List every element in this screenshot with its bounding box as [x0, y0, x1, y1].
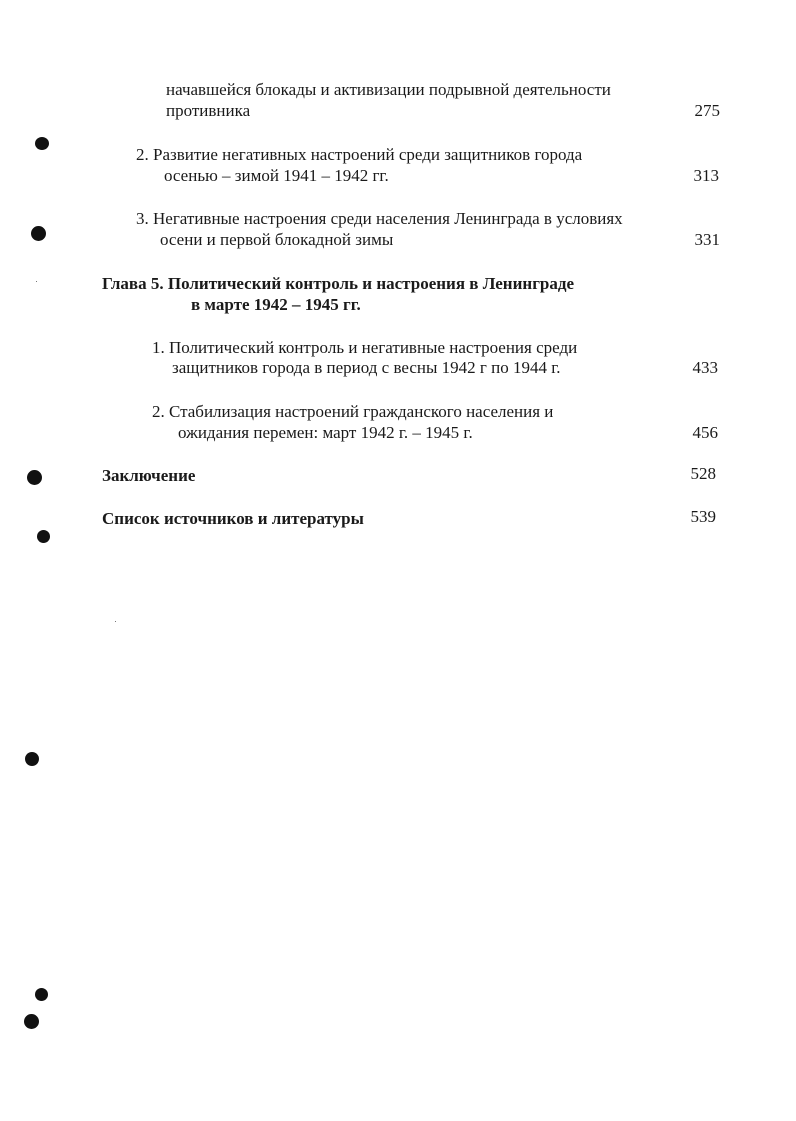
toc-entry-line: 2. Стабилизация настроений гражданского населения и [152, 402, 554, 421]
toc-page-number: 539 [690, 507, 716, 526]
chapter-title: в марте 1942 – 1945 гг. [191, 295, 361, 314]
chapter-title: Глава 5. Политический контроль и настроения в Ленинграде [102, 274, 575, 293]
binder-hole-mark [27, 470, 42, 485]
binder-hole-mark [37, 530, 50, 543]
toc-entry-line: осени и первой блокадной зимы [160, 230, 394, 249]
toc-page-number: 313 [693, 166, 719, 185]
bibliography-title: Список источников и литературы [102, 509, 364, 528]
toc-entry-line: 3. Негативные настроения среди населения Ленинграда в условиях [136, 209, 623, 228]
toc-entry-line: начавшейся блокады и активизации подрывной деятельности [166, 80, 611, 99]
scan-speck [115, 621, 116, 622]
binder-hole-mark [31, 226, 46, 241]
binder-hole-mark [24, 1014, 39, 1029]
toc-page-number: 331 [694, 230, 720, 249]
scan-speck [36, 281, 37, 282]
binder-hole-mark [35, 988, 48, 1001]
toc-entry-line: защитников города в период с весны 1942 г по 1944 г. [172, 358, 561, 377]
toc-page-number: 433 [692, 358, 718, 377]
toc-entry-line: противника [166, 101, 251, 120]
conclusion-title: Заключение [102, 466, 196, 485]
toc-entry-line: ожидания перемен: март 1942 г. – 1945 г. [178, 423, 473, 442]
toc-entry-line: осенью – зимой 1941 – 1942 гг. [164, 166, 389, 185]
toc-entry-line: 2. Развитие негативных настроений среди защитников города [136, 145, 583, 164]
toc-page-number: 528 [690, 464, 716, 483]
binder-hole-mark [35, 137, 49, 150]
toc-page-number: 275 [694, 101, 720, 120]
toc-page-number: 456 [692, 423, 718, 442]
toc-entry-line: 1. Политический контроль и негативные настроения среди [152, 338, 578, 357]
binder-hole-mark [25, 752, 39, 766]
